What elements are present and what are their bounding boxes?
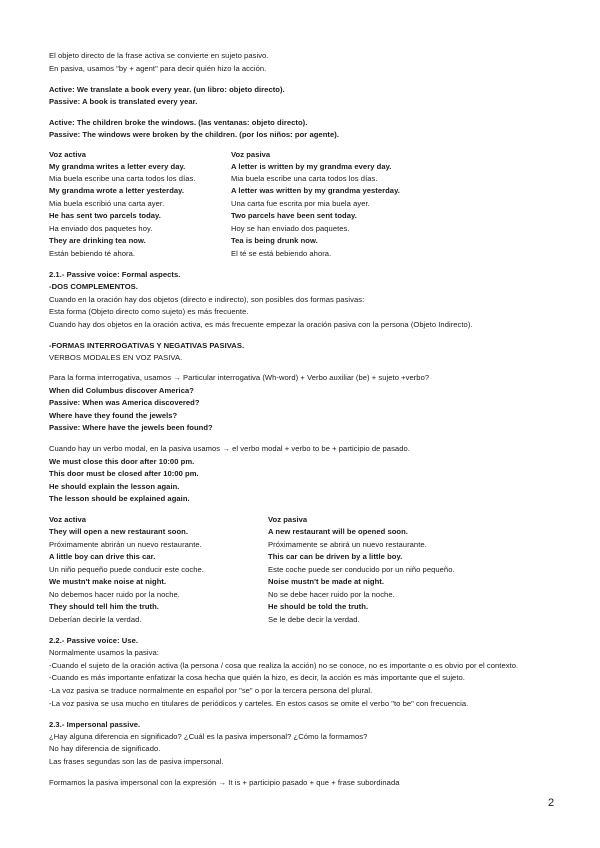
table1-row-passive: Mia buela escribe una carta todos los días.: [231, 174, 378, 183]
table1-row-passive: Two parcels have been sent today.: [231, 211, 357, 220]
table1-row-passive: Una carta fue escrita por mia buela ayer.: [231, 199, 370, 208]
table1-row-active: They are drinking tea now.: [49, 236, 146, 245]
section22-text: Normalmente usamos la pasiva:: [49, 648, 159, 657]
section23-heading: 2.3.- Impersonal passive.: [49, 720, 141, 729]
table1-row-active: Ha enviado dos paquetes hoy.: [49, 224, 153, 233]
section21-subheading: -DOS COMPLEMENTOS.: [49, 282, 138, 291]
modal-example: He should explain the lesson again.: [49, 482, 180, 491]
table2-row-active: We mustn't make noise at night.: [49, 577, 167, 586]
interrogative-example: When did Columbus discover America?: [49, 386, 194, 395]
section21-heading: 2.1.- Passive voice: Formal aspects.: [49, 270, 181, 279]
table2-header-passive: Voz pasiva: [268, 515, 308, 524]
table1-row-passive: Tea is being drunk now.: [231, 236, 318, 245]
table2-row-active: They will open a new restaurant soon.: [49, 527, 188, 536]
section22-bullet: -La voz pasiva se usa mucho en titulares de periódicos y carteles. En estos casos se omite el verbo "to be" con frecuencia.: [49, 699, 469, 708]
modal-example: This door must be closed after 10:00 pm.: [49, 469, 199, 478]
table1-row-passive: A letter is written by my grandma every day.: [231, 162, 392, 171]
table2-row-active: No debemos hacer ruido por la noche.: [49, 590, 180, 599]
section23-text: No hay diferencia de significado.: [49, 744, 161, 753]
table2-row-active: They should tell him the truth.: [49, 602, 159, 611]
table2-row-active: Deberían decirle la verdad.: [49, 615, 142, 624]
section22-bullet: -La voz pasiva se traduce normalmente en español por "se" o por la tercera persona del plural.: [49, 686, 373, 695]
example1-active: Active: We translate a book every year. (un libro: objeto directo).: [49, 85, 285, 94]
table1-row-active: He has sent two parcels today.: [49, 211, 161, 220]
table2-row-active: Un niño pequeño puede conducir este coche.: [49, 565, 204, 574]
section23-text: ¿Hay alguna diferencia en significado? ¿Cuál es la pasiva impersonal? ¿Cómo la formamos?: [49, 732, 368, 741]
table1-row-active: Mia buela escribe una carta todos los días.: [49, 174, 196, 183]
section22-heading: 2.2.- Passive voice: Use.: [49, 636, 139, 645]
interrogative-example: Passive: Where have the jewels been found?: [49, 423, 213, 432]
modal-heading: VERBOS MODALES EN VOZ PASIVA.: [49, 353, 183, 362]
table2-row-passive: No se debe hacer ruido por la noche.: [268, 590, 395, 599]
table2-row-passive: This car can be driven by a little boy.: [268, 552, 403, 561]
forms-heading: -FORMAS INTERROGATIVAS Y NEGATIVAS PASIVAS.: [49, 341, 245, 350]
section23-text: Las frases segundas son las de pasiva impersonal.: [49, 757, 224, 766]
table1-row-active: Mia buela escribió una carta ayer.: [49, 199, 165, 208]
final-rule: Formamos la pasiva impersonal con la expresión → It is + participio pasado + que + frase subordinada: [49, 778, 400, 787]
modal-example: The lesson should be explained again.: [49, 494, 190, 503]
section21-text: Cuando hay dos objetos en la oración activa, es más frecuente empezar la oración pasiva con la persona (Objeto Indirecto).: [49, 320, 473, 329]
table1-row-passive: Hoy se han enviado dos paquetes.: [231, 224, 350, 233]
table2-row-passive: He should be told the truth.: [268, 602, 369, 611]
table2-row-passive: Noise mustn't be made at night.: [268, 577, 385, 586]
intro-line-2: En pasiva, usamos "by + agent" para decir quién hizo la acción.: [49, 64, 267, 73]
section21-text: Esta forma (Objeto directo como sujeto) es más frecuente.: [49, 307, 249, 316]
table1-row-active: Están bebiendo té ahora.: [49, 249, 136, 258]
example2-active: Active: The children broke the windows. (las ventanas: objeto directo).: [49, 118, 308, 127]
table1-row-active: My grandma wrote a letter yesterday.: [49, 186, 185, 195]
table2-header-active: Voz activa: [49, 515, 87, 524]
section21-text: Cuando en la oración hay dos objetos (directo e indirecto), son posibles dos formas pasivas:: [49, 295, 365, 304]
intro-line-1: El objeto directo de la frase activa se convierte en sujeto pasivo.: [49, 51, 269, 60]
page-number: 2: [548, 797, 555, 809]
section22-bullet: -Cuando es más importante enfatizar la cosa hecha que quién la hizo, es decir, la acción es más importante que el sujeto.: [49, 673, 465, 682]
table2-row-active: Próximamente abrirán un nuevo restaurante.: [49, 540, 202, 549]
example1-passive: Passive: A book is translated every year.: [49, 97, 198, 106]
example2-passive: Passive: The windows were broken by the children. (por los niños: por agente).: [49, 130, 339, 139]
modal-example: We must close this door after 10:00 pm.: [49, 457, 195, 466]
table2-row-passive: A new restaurant will be opened soon.: [268, 527, 408, 536]
table1-row-passive: A letter was written by my grandma yesterday.: [231, 186, 400, 195]
table2-row-passive: Próximamente se abrirá un nuevo restaurante.: [268, 540, 427, 549]
modal-rule: Cuando hay un verbo modal, en la pasiva usamos → el verbo modal + verbo to be + participio de pasado.: [49, 444, 410, 453]
table2-row-passive: Se le debe decir la verdad.: [268, 615, 360, 624]
table2-row-active: A little boy can drive this car.: [49, 552, 156, 561]
table2-row-passive: Este coche puede ser conducido por un niño pequeño.: [268, 565, 455, 574]
table1-row-passive: El té se está bebiendo ahora.: [231, 249, 332, 258]
table1-header-active: Voz activa: [49, 150, 87, 159]
section22-bullet: -Cuando el sujeto de la oración activa (la persona / cosa que realiza la acción) no se conoce, no es importante o es obvio por el contexto.: [49, 661, 519, 670]
table1-row-active: My grandma writes a letter every day.: [49, 162, 186, 171]
interrogative-example: Passive: When was America discovered?: [49, 398, 200, 407]
interrogative-rule: Para la forma interrogativa, usamos → Particular interrogativa (Wh-word) + Verbo auxiliar (be) + sujeto +verbo?: [49, 373, 430, 382]
interrogative-example: Where have they found the jewels?: [49, 411, 178, 420]
table1-header-passive: Voz pasiva: [231, 150, 271, 159]
